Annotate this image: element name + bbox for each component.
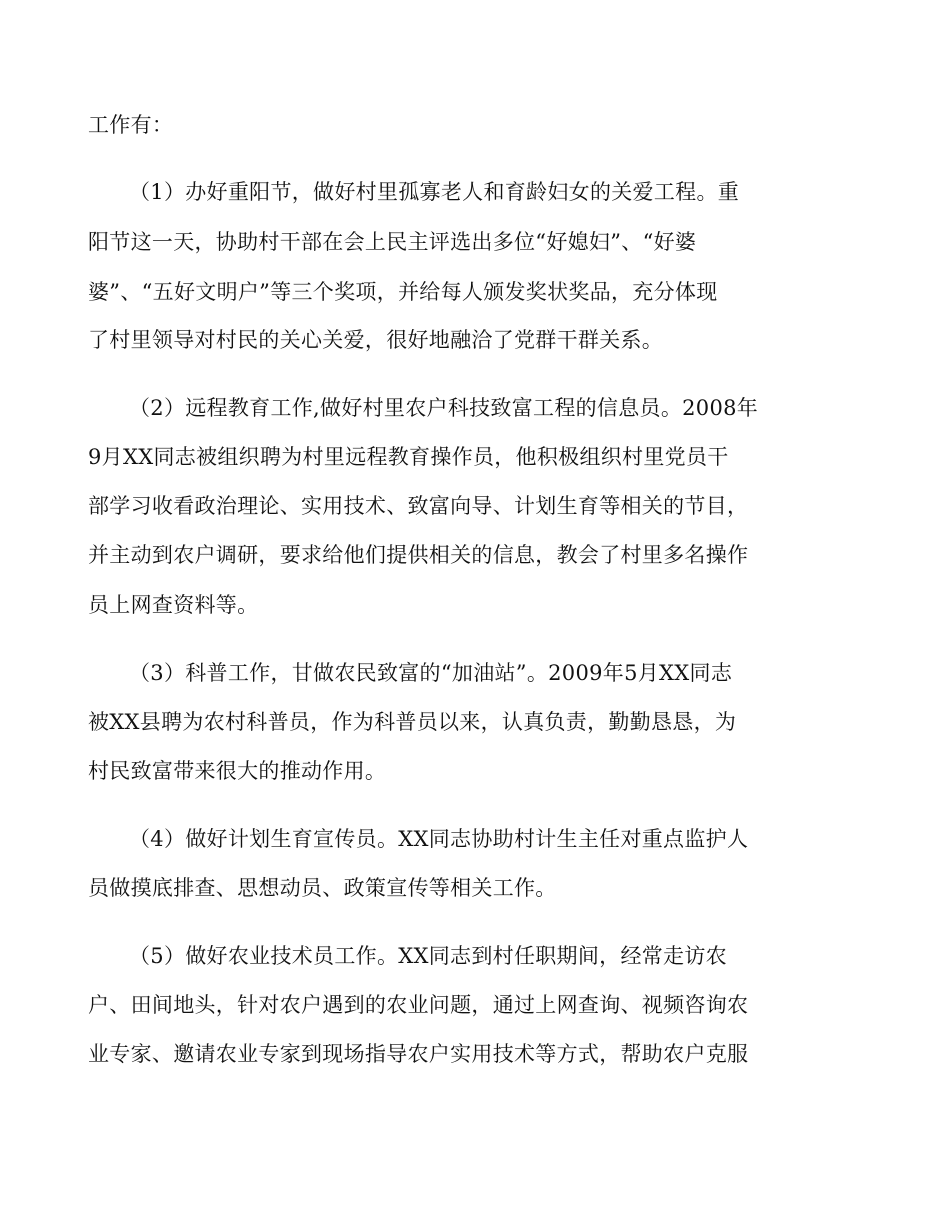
paragraph-4-line-2: 员做摸底排查、思想动员、政策宣传等相关工作。 (88, 876, 557, 900)
paragraph-2-line-1: （2）远程教育工作,做好村里农户科技致富工程的信息员。2008年 (129, 396, 759, 420)
paragraph-1-line-4: 了村里领导对村民的关心关爱，很好地融洽了党群干群关系。 (88, 328, 664, 352)
paragraph-1-line-1: （1）办好重阳节，做好村里孤寡老人和育龄妇女的关爱工程。重 (129, 180, 740, 204)
paragraph-1-line-2: 阳节这一天，协助村干部在会上民主评选出多位“好媳妇”、“好婆 (88, 230, 697, 254)
paragraph-2-line-4: 并主动到农户调研，要求给他们提供相关的信息，教会了村里多名操作 (88, 543, 749, 567)
paragraph-3-line-1: （3）科普工作，甘做农民致富的“加油站”。2009年5月XX同志 (129, 661, 733, 685)
paragraph-3-line-3: 村民致富带来很大的推动作用。 (88, 759, 387, 783)
paragraph-1-line-3: 婆”、“五好文明户”等三个奖项，并给每人颁发奖状奖品，充分体现 (88, 280, 718, 304)
paragraph-4-line-1: （4）做好计划生育宣传员。XX同志协助村计生主任对重点监护人 (129, 827, 749, 851)
paragraph-3-line-2: 被XX县聘为农村科普员，作为科普员以来，认真负责，勤勤恳恳，为 (88, 710, 737, 734)
paragraph-5-line-3: 业专家、邀请农业专家到现场指导农户实用技术等方式，帮助农户克服 (88, 1042, 749, 1066)
paragraph-2-line-2: 9月XX同志被组织聘为村里远程教育操作员，他积极组织村里党员干 (88, 445, 729, 469)
intro-line: 工作有： (88, 113, 174, 137)
paragraph-2-line-5: 员上网查资料等。 (88, 593, 259, 617)
paragraph-2-line-3: 部学习收看政治理论、实用技术、致富向导、计划生育等相关的节目， (88, 494, 749, 518)
paragraph-5-line-1: （5）做好农业技术员工作。XX同志到村任职期间，经常走访农 (129, 944, 727, 968)
paragraph-5-line-2: 户、田间地头，针对农户遇到的农业问题，通过上网查询、视频咨询农 (88, 993, 749, 1017)
